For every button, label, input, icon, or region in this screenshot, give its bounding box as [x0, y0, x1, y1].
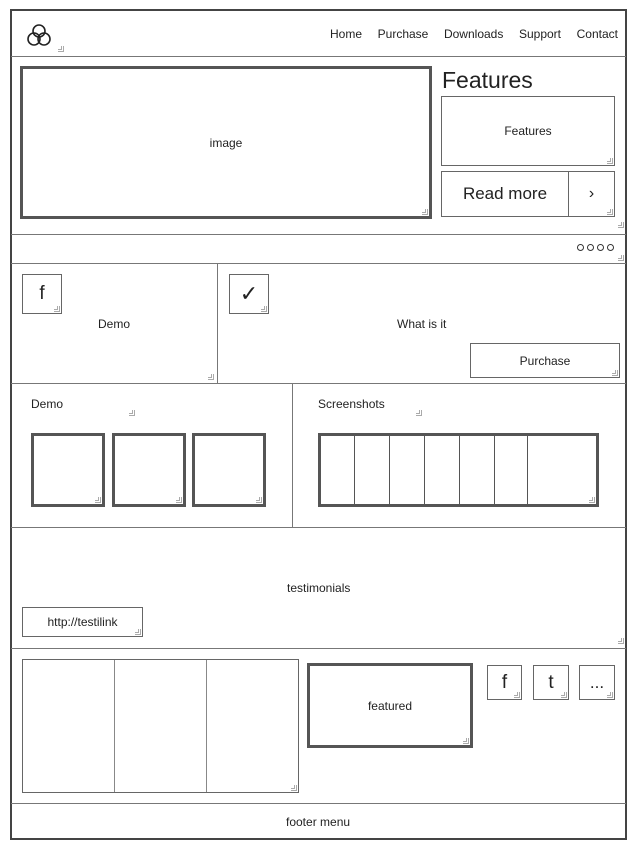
facebook-social-button[interactable] [487, 665, 522, 700]
checkmark-button[interactable] [229, 274, 269, 314]
facebook-icon: f [501, 671, 508, 693]
testimonial-link[interactable] [22, 607, 143, 637]
carousel-divider [11, 263, 626, 264]
hero-image-label: image [209, 135, 243, 150]
carousel-dot[interactable] [597, 244, 604, 251]
featured-box[interactable] [307, 663, 473, 748]
footer-menu[interactable]: footer menu [286, 815, 351, 829]
testimonial-link-label: http://testilink [47, 615, 118, 629]
row2-divider [292, 383, 293, 527]
demo-thumbnail[interactable] [31, 433, 105, 507]
nav-home[interactable]: Home [330, 27, 363, 41]
purchase-button-label: Purchase [519, 353, 571, 368]
more-social-button[interactable] [579, 665, 615, 700]
demo-thumbnail[interactable] [192, 433, 266, 507]
what-is-it-label: What is it [397, 317, 447, 331]
row1-bottom-divider [11, 383, 626, 384]
checkmark-icon: ✓ [239, 281, 259, 307]
hero-divider [11, 234, 626, 235]
features-box [441, 96, 615, 166]
next-arrow-button[interactable] [568, 171, 615, 217]
demo-label: Demo [98, 317, 131, 331]
knot-logo-icon [26, 22, 52, 48]
twitter-social-button[interactable] [533, 665, 569, 700]
nav-downloads[interactable]: Downloads [443, 27, 504, 41]
testimonials-label: testimonials [287, 581, 351, 595]
features-box-label: Features [504, 124, 552, 138]
nav-support[interactable]: Support [518, 27, 561, 41]
carousel-dot[interactable] [607, 244, 614, 251]
read-more-button[interactable] [441, 171, 569, 217]
logo[interactable] [26, 22, 52, 48]
screenshots-section-title: Screenshots [318, 397, 385, 411]
carousel-dot[interactable] [577, 244, 584, 251]
features-title: Features [442, 67, 533, 93]
row1-divider [217, 263, 218, 383]
image-gallery[interactable] [22, 659, 299, 793]
row2-bottom-divider [11, 527, 626, 528]
main-nav [330, 27, 618, 43]
carousel-dots [574, 244, 618, 254]
featured-label: featured [367, 698, 413, 713]
twitter-icon: t [548, 671, 554, 693]
facebook-button[interactable] [22, 274, 62, 314]
chevron-right-icon: › [588, 185, 595, 202]
nav-purchase[interactable]: Purchase [377, 27, 429, 41]
screenshots-strip[interactable] [318, 433, 599, 507]
footer-divider [11, 803, 626, 804]
more-icon: ... [589, 672, 605, 692]
demo-thumbnail[interactable] [112, 433, 186, 507]
demo-section-title: Demo [31, 397, 64, 411]
hero-image [20, 66, 432, 219]
purchase-button[interactable] [470, 343, 620, 378]
nav-contact[interactable]: Contact [576, 27, 618, 41]
facebook-icon: f [39, 283, 45, 304]
read-more-label: Read more [462, 184, 548, 203]
carousel-dot[interactable] [587, 244, 594, 251]
testimonials-divider [11, 648, 626, 649]
header-divider [11, 56, 626, 57]
